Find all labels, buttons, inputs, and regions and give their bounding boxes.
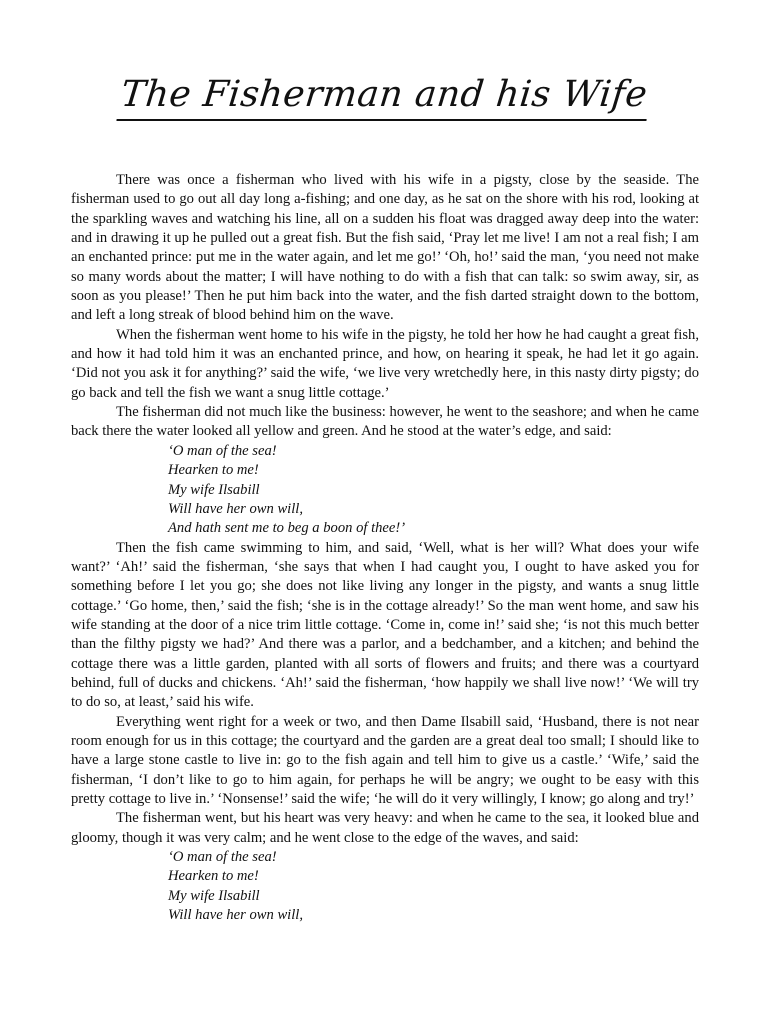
verse-line: My wife Ilsabill [168,887,260,904]
title-block [0,72,768,121]
verse-line: ‘O man of the sea! [168,442,277,459]
paragraph: Everything went right for a week or two, and then Dame Ilsabill said, ‘Husband, there is not near room enough for us in this cottage; the courtyard and the garden are a great deal too small; I should like to have a large stone castle to live in: go to the fish again and tell him to give us a castle.’ ‘Wife,’ said the fisherman, ‘I don’t like to go to him again, for perhaps he will be angry; we ought to be easy with this pretty cottage to live in.’ ‘Nonsense!’ said the wife; ‘he will do it very willingly, I know; go along and try!’ [71,713,699,807]
page-title: The Fisherman and his Wife [116,72,651,121]
verse-line: And hath sent me to beg a boon of thee!’ [168,520,406,537]
verse-line: ‘O man of the sea! [168,849,277,866]
verse-line: Hearken to me! [168,868,259,885]
paragraph: The fisherman did not much like the business: however, he went to the seashore; and when he came back there the water looked all yellow and green. And he stood at the water’s edge, and said: [71,404,699,440]
verse-block [71,848,699,925]
paragraph: Then the fish came swimming to him, and said, ‘Well, what is her will? What does your wife want?’ ‘Ah!’ said the fisherman, ‘she says that when I had caught you, I ought to have asked you for something before I let you go; she does not like living any longer in the pigsty, and wants a snug little cottage.’ ‘Go home, then,’ said the fish; ‘she is in the cottage already!’ So the man went home, and saw his wife standing at the door of a nice trim little cottage. ‘Come in, come in!’ said she; ‘is not this much better than the filthy pigsty we had?’ And there was a parlor, and a bedchamber, and a kitchen; and behind the cottage there was a little garden, planted with all sorts of flowers and fruits; and there was a courtyard behind, full of ducks and chickens. ‘Ah!’ said the fisherman, ‘how happily we shall live now!’ ‘We will try to do so, at least,’ said his wife. [71,539,699,711]
paragraph: The fisherman went, but his heart was very heavy: and when he came to the sea, it looked blue and gloomy, though it was very calm; and he went close to the edge of the waves, and said: [71,810,699,846]
paragraph: There was once a fisherman who lived with his wife in a pigsty, close by the seaside. The fisherman used to go out all day long a-fishing; and one day, as he sat on the shore with his rod, looking at the sparkling waves and watching his line, all on a sudden his float was dragged away deep into the water: and in drawing it up he pulled out a great fish. But the fish said, ‘Pray let me live! I am not a real fish; I am an enchanted prince: put me in the water again, and let me go!’ ‘Oh, ho!’ said the man, ‘you need not make so many words about the matter; I will have nothing to do with a fish that can talk: so swim away, sir, as soon as you please!’ Then he put him back into the water, and the fish darted straight down to the bottom, and left a long streak of blood behind him on the wave. [71,172,699,324]
paragraph: When the fisherman went home to his wife in the pigsty, he told her how he had caught a great fish, and how it had told him it was an enchanted prince, and how, on hearing it speak, he had let it go again. ‘Did not you ask it for anything?’ said the wife, ‘we live very wretchedly here, in this nasty dirty pigsty; do go back and tell the fish we want a snug little cottage.’ [71,326,699,401]
verse-block [71,442,699,539]
verse-line: My wife Ilsabill [168,481,260,498]
verse-line: Will have her own will, [168,907,303,924]
story-body [71,171,699,925]
verse-line: Will have her own will, [168,500,303,517]
verse-line: Hearken to me! [168,462,259,479]
